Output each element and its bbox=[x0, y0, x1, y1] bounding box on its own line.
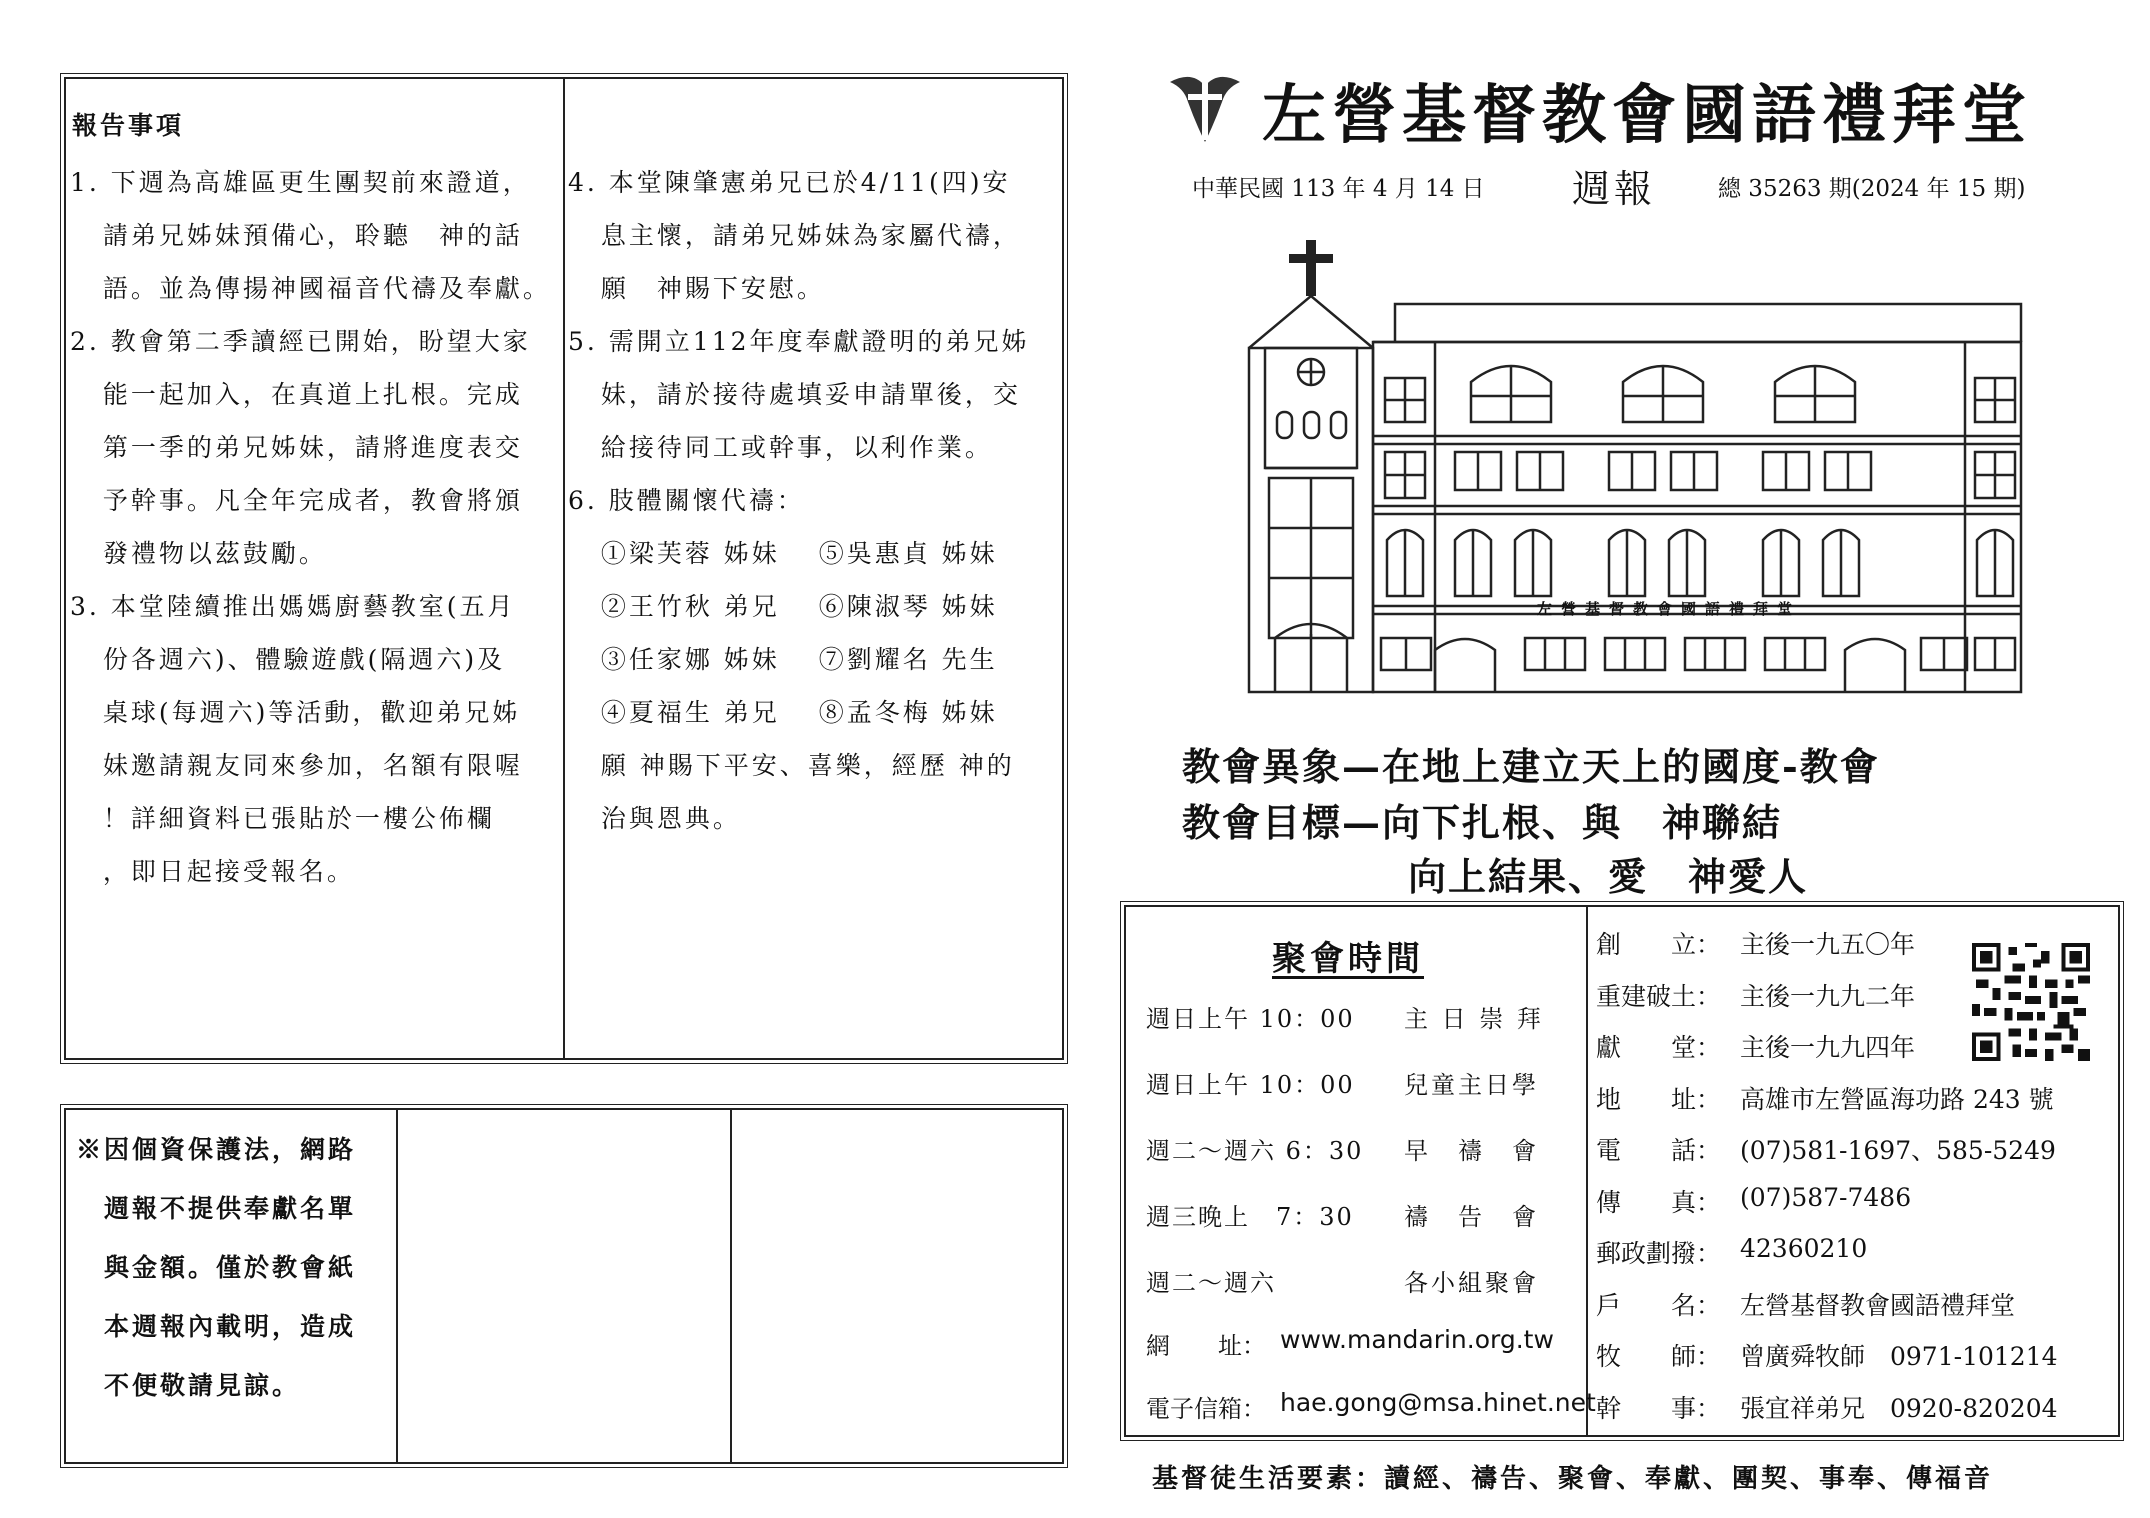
email-label: 電子信箱： bbox=[1146, 1395, 1266, 1423]
website-link[interactable]: www.mandarin.org.tw bbox=[1280, 1325, 1554, 1354]
announcement-line: 息主懷，請弟兄姊妹為家屬代禱， bbox=[568, 221, 1021, 250]
announcement-line: ①梁芙蓉 姊妹 ⑤吳惠貞 姊妹 bbox=[568, 539, 998, 568]
info-value: 主後一九九二年 bbox=[1740, 981, 1916, 1011]
announcement-line: 發禮物以茲鼓勵。 bbox=[70, 539, 327, 568]
meeting-name: 禱 告 會 bbox=[1404, 1203, 1539, 1231]
meeting-name: 各小組聚會 bbox=[1404, 1269, 1539, 1297]
table-divider-2 bbox=[730, 1110, 732, 1462]
meeting-info-divider bbox=[1586, 907, 1588, 1435]
info-label: 戶 名： bbox=[1596, 1290, 1722, 1320]
announcement-line: 妹邀請親友同來參加，名額有限喔 bbox=[70, 751, 523, 780]
info-value: 主後一九五〇年 bbox=[1740, 930, 1916, 959]
building-sign: 左營基督教會國語禮拜堂 bbox=[1537, 600, 1802, 618]
qr-code[interactable] bbox=[1972, 943, 2090, 1065]
info-label: 地 址： bbox=[1596, 1084, 1722, 1114]
meeting-time: 週二～週六 bbox=[1146, 1269, 1276, 1297]
info-label: 重建破土： bbox=[1596, 981, 1722, 1011]
column-divider bbox=[563, 79, 565, 1058]
announcement-line: ③任家娜 姊妹 ⑦劉耀名 先生 bbox=[568, 645, 998, 674]
info-label: 創 立： bbox=[1596, 930, 1722, 959]
meeting-info-panel bbox=[1124, 905, 2120, 1437]
email-link[interactable]: hae.gong@msa.hinet.net bbox=[1280, 1388, 1596, 1417]
vision-line-1: 教會異象—在地上建立天上的國度-教會 bbox=[1182, 744, 1880, 789]
privacy-note-line: 不便敬請見諒。 bbox=[104, 1371, 301, 1400]
announcement-line: 治與恩典。 bbox=[568, 804, 741, 833]
announcement-line: 能一起加入，在真道上扎根。完成 bbox=[70, 380, 523, 409]
announcement-line: ！詳細資料已張貼於一樓公佈欄 bbox=[70, 804, 495, 833]
meeting-name: 早 禱 會 bbox=[1404, 1137, 1539, 1165]
meeting-time: 週二～週六 6：30 bbox=[1146, 1137, 1364, 1165]
privacy-note-line: ※因個資保護法，網路 bbox=[76, 1135, 357, 1164]
meeting-name: 主 日 崇 拜 bbox=[1404, 1005, 1544, 1033]
info-label: 牧 師： bbox=[1596, 1342, 1722, 1371]
church-title: 左營基督教會國語禮拜堂 bbox=[1262, 78, 2032, 153]
meeting-time: 週日上午 10：00 bbox=[1146, 1005, 1355, 1033]
website-label: 網 址： bbox=[1146, 1332, 1266, 1360]
announcement-line: ④夏福生 弟兄 ⑧孟冬梅 姊妹 bbox=[568, 698, 998, 727]
announcement-line: 3. 本堂陸續推出媽媽廚藝教室(五月 bbox=[70, 592, 516, 621]
info-value: 曾廣舜牧師 0971-101214 bbox=[1740, 1342, 2058, 1371]
announcement-line: 2. 教會第二季讀經已開始，盼望大家 bbox=[70, 327, 531, 356]
info-label: 獻 堂： bbox=[1596, 1033, 1722, 1062]
info-label: 傳 真： bbox=[1596, 1187, 1722, 1217]
church-building-illustration bbox=[1245, 238, 2025, 698]
weekly-label: 週報 bbox=[1572, 167, 1657, 211]
info-value: 42360210 bbox=[1740, 1234, 1868, 1263]
info-value: 張宜祥弟兄 0920-820204 bbox=[1740, 1393, 2058, 1423]
announcement-line: 第一季的弟兄姊妹，請將進度表交 bbox=[70, 433, 523, 462]
meetings-heading: 聚會時間 bbox=[1272, 939, 1424, 979]
privacy-note-line: 週報不提供奉獻名單 bbox=[104, 1194, 357, 1223]
announcement-line: 願 神賜下平安、喜樂，經歷 神的 bbox=[568, 751, 1015, 780]
announcement-line: 1. 下週為高雄區更生團契前來證道， bbox=[70, 168, 531, 197]
announcement-line: 4. 本堂陳肇憲弟兄已於4/11(四)安 bbox=[568, 168, 1011, 197]
announcement-line: ，即日起接受報名。 bbox=[70, 857, 355, 886]
meeting-name: 兒童主日學 bbox=[1404, 1071, 1539, 1099]
meeting-time: 週三晚上 7：30 bbox=[1146, 1203, 1354, 1231]
announcement-line: 給接待同工或幹事，以利作業。 bbox=[568, 433, 993, 462]
vision-line-3: 向上結果、愛 神愛人 bbox=[1408, 854, 1809, 899]
privacy-note-line: 與金額。僅於教會紙 bbox=[104, 1253, 357, 1282]
announcements-heading: 報告事項 bbox=[72, 111, 185, 140]
announcement-line: 5. 需開立112年度奉獻證明的弟兄姊 bbox=[568, 327, 1030, 356]
announcement-line: 6. 肢體關懷代禱： bbox=[568, 486, 805, 515]
announcement-line: 桌球(每週六)等活動，歡迎弟兄姊 bbox=[70, 698, 521, 727]
info-label: 郵政劃撥： bbox=[1596, 1239, 1722, 1268]
footer-motto: 基督徒生活要素：讀經、禱告、聚會、奉獻、團契、事奉、傳福音 bbox=[1152, 1464, 1994, 1494]
info-value: 主後一九九四年 bbox=[1740, 1033, 1916, 1062]
table-divider-1 bbox=[396, 1110, 398, 1462]
privacy-note-line: 本週報內載明，造成 bbox=[104, 1312, 357, 1341]
info-label: 電 話： bbox=[1596, 1136, 1722, 1165]
announcement-line: 請弟兄姊妹預備心，聆聽 神的話 bbox=[70, 221, 523, 250]
announcements-panel bbox=[64, 77, 1064, 1060]
announcement-line: 願 神賜下安慰。 bbox=[568, 274, 825, 303]
announcement-line: 語。並為傳揚神國福音代禱及奉獻。 bbox=[70, 274, 551, 303]
vision-line-2: 教會目標—向下扎根、與 神聯結 bbox=[1182, 800, 1783, 845]
announcement-line: 予幹事。凡全年完成者，教會將頒 bbox=[70, 486, 523, 515]
church-logo bbox=[1162, 68, 1248, 152]
info-label: 幹 事： bbox=[1596, 1393, 1722, 1423]
info-value: (07)587-7486 bbox=[1740, 1182, 1912, 1212]
announcement-line: 份各週六)、體驗遊戲(隔週六)及 bbox=[70, 645, 506, 674]
info-value: 高雄市左營區海功路 243 號 bbox=[1740, 1084, 2054, 1114]
issue-number: 總 35263 期(2024 年 15 期) bbox=[1718, 176, 2026, 202]
issue-date: 中華民國 113 年 4 月 14 日 bbox=[1192, 176, 1485, 202]
info-value: 左營基督教會國語禮拜堂 bbox=[1740, 1290, 2016, 1320]
announcement-line: 妹，請於接待處填妥申請單後，交 bbox=[568, 380, 1021, 409]
announcement-line: ②王竹秋 弟兄 ⑥陳淑琴 姊妹 bbox=[568, 592, 998, 621]
info-value: (07)581-1697、585-5249 bbox=[1740, 1136, 2056, 1165]
meeting-time: 週日上午 10：00 bbox=[1146, 1071, 1355, 1099]
privacy-table bbox=[64, 1108, 1064, 1464]
